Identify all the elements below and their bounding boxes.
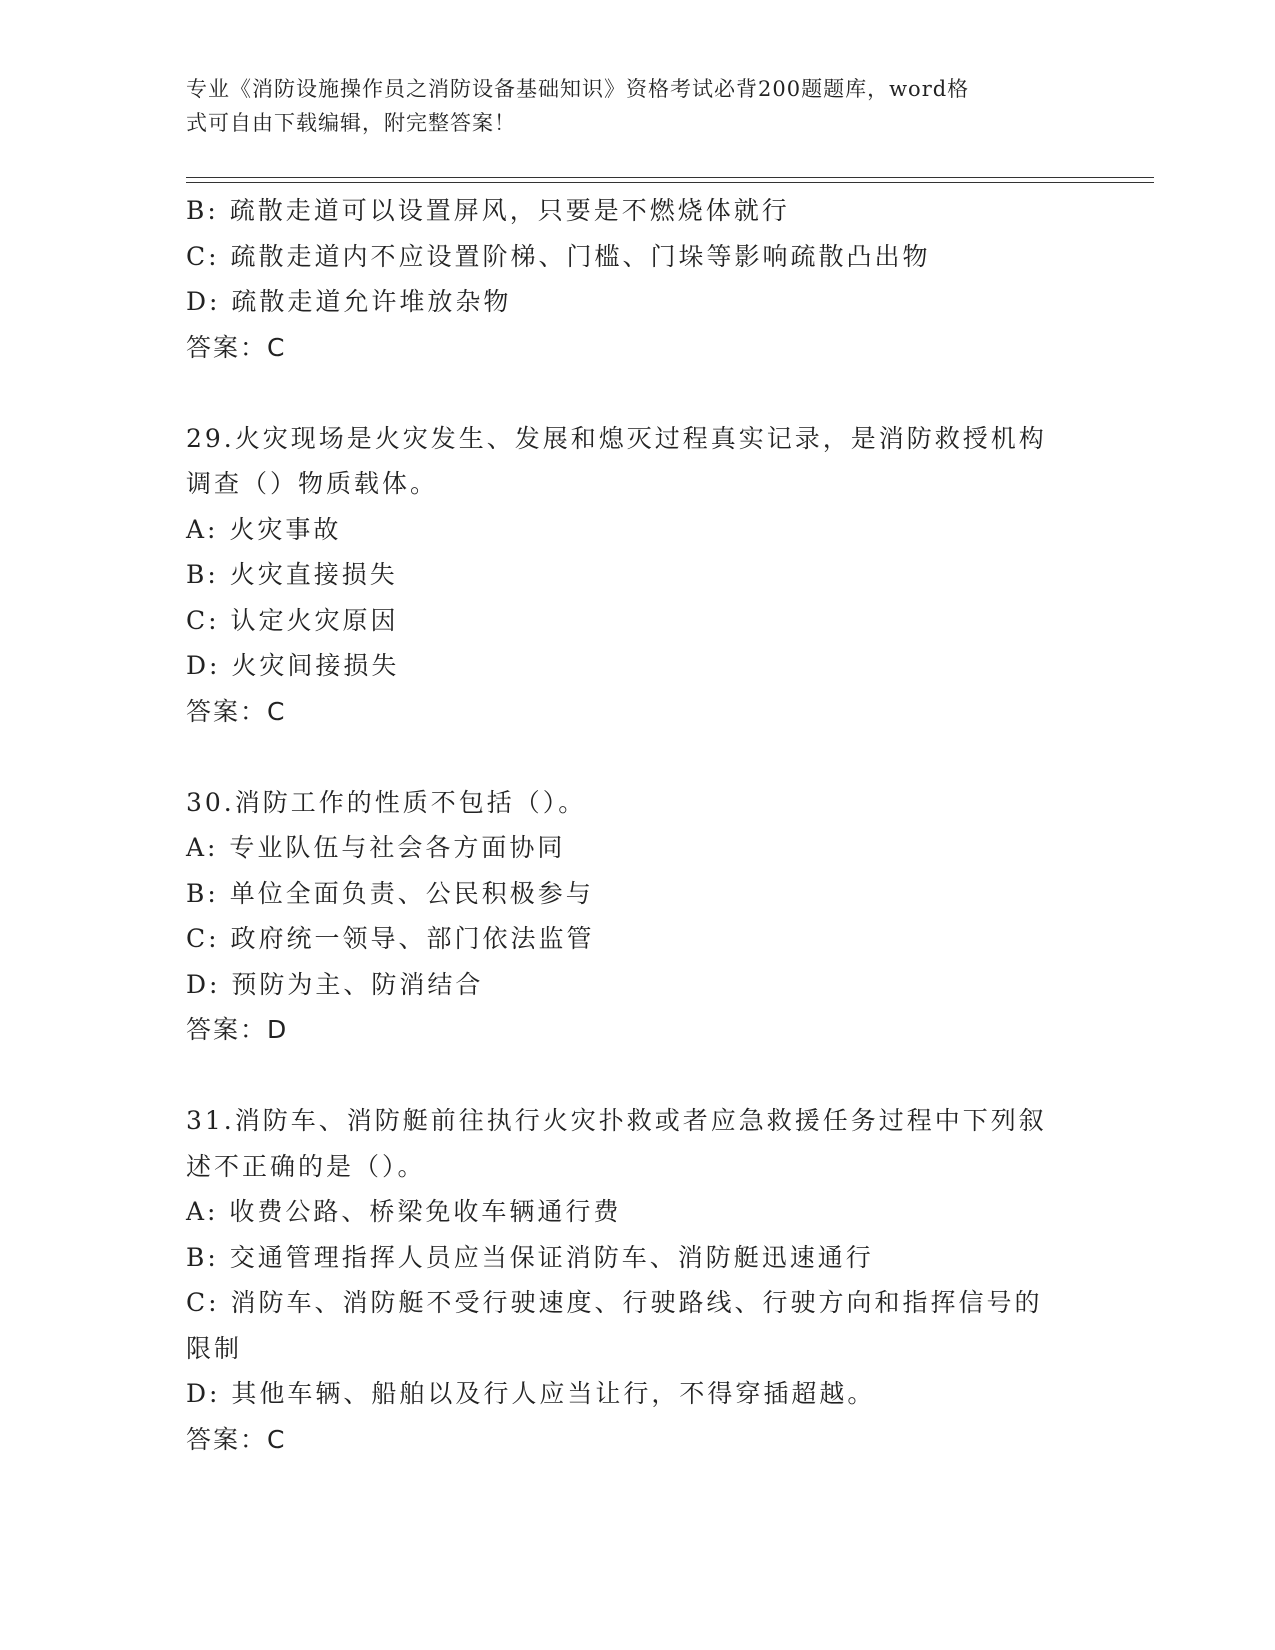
option-d: D: 预防为主、防消结合 bbox=[186, 969, 484, 999]
option-c: C: 认定火灾原因 bbox=[186, 605, 399, 635]
option-d: D: 其他车辆、船舶以及行人应当让行，不得穿插超越。 bbox=[186, 1379, 876, 1408]
question-content bbox=[186, 188, 1086, 1462]
option-c: C: 疏散走道内不应设置阶梯、门槛、门垛等影响疏散凸出物 bbox=[186, 241, 931, 271]
header-title-line-2: 式可自由下载编辑，附完整答案！ bbox=[186, 111, 516, 135]
header-divider bbox=[186, 177, 1154, 183]
option-c-line-2: 限制 bbox=[186, 1333, 243, 1363]
spacer bbox=[186, 734, 1086, 780]
answer: 答案：D bbox=[186, 1015, 289, 1044]
option-b: B: 火灾直接损失 bbox=[186, 560, 398, 589]
question-stem-line-2: 调查（）物质载体。 bbox=[186, 469, 439, 498]
spacer bbox=[186, 1053, 1086, 1099]
question-stem-line-1: 31.消防车、消防艇前往执行火灾扑救或者应急救援任务过程中下列叙 bbox=[186, 1106, 1047, 1135]
page-header bbox=[186, 72, 1066, 140]
option-c-line-1: C: 消防车、消防艇不受行驶速度、行驶路线、行驶方向和指挥信号的 bbox=[186, 1288, 1043, 1317]
option-a: A: 收费公路、桥梁免收车辆通行费 bbox=[186, 1197, 622, 1226]
option-b: B: 交通管理指挥人员应当保证消防车、消防艇迅速通行 bbox=[186, 1242, 874, 1272]
question-29 bbox=[186, 416, 1086, 735]
option-b: B: 单位全面负责、公民积极参与 bbox=[186, 878, 594, 908]
answer: 答案：C bbox=[186, 1424, 287, 1454]
answer: 答案：C bbox=[186, 696, 287, 726]
question-31 bbox=[186, 1098, 1086, 1462]
option-d: D: 疏散走道允许堆放杂物 bbox=[186, 287, 512, 316]
answer: 答案：C bbox=[186, 332, 287, 362]
question-stem-line-1: 29.火灾现场是火灾发生、发展和熄灭过程真实记录，是消防救授机构 bbox=[186, 423, 1047, 453]
option-b: B: 疏散走道可以设置屏风，只要是不燃烧体就行 bbox=[186, 196, 790, 225]
question-fragment bbox=[186, 188, 1086, 370]
question-30 bbox=[186, 780, 1086, 1053]
header-title-line-1: 专业《消防设施操作员之消防设备基础知识》资格考试必背200题题库，word格 bbox=[186, 77, 970, 101]
option-c: C: 政府统一领导、部门依法监管 bbox=[186, 924, 595, 953]
question-stem-line-1: 30.消防工作的性质不包括（）。 bbox=[186, 787, 587, 817]
option-a: A: 专业队伍与社会各方面协同 bbox=[186, 833, 566, 862]
option-d: D: 火灾间接损失 bbox=[186, 651, 400, 680]
option-a: A: 火灾事故 bbox=[186, 514, 342, 544]
spacer bbox=[186, 370, 1086, 416]
question-stem-line-2: 述不正确的是（）。 bbox=[186, 1151, 426, 1181]
